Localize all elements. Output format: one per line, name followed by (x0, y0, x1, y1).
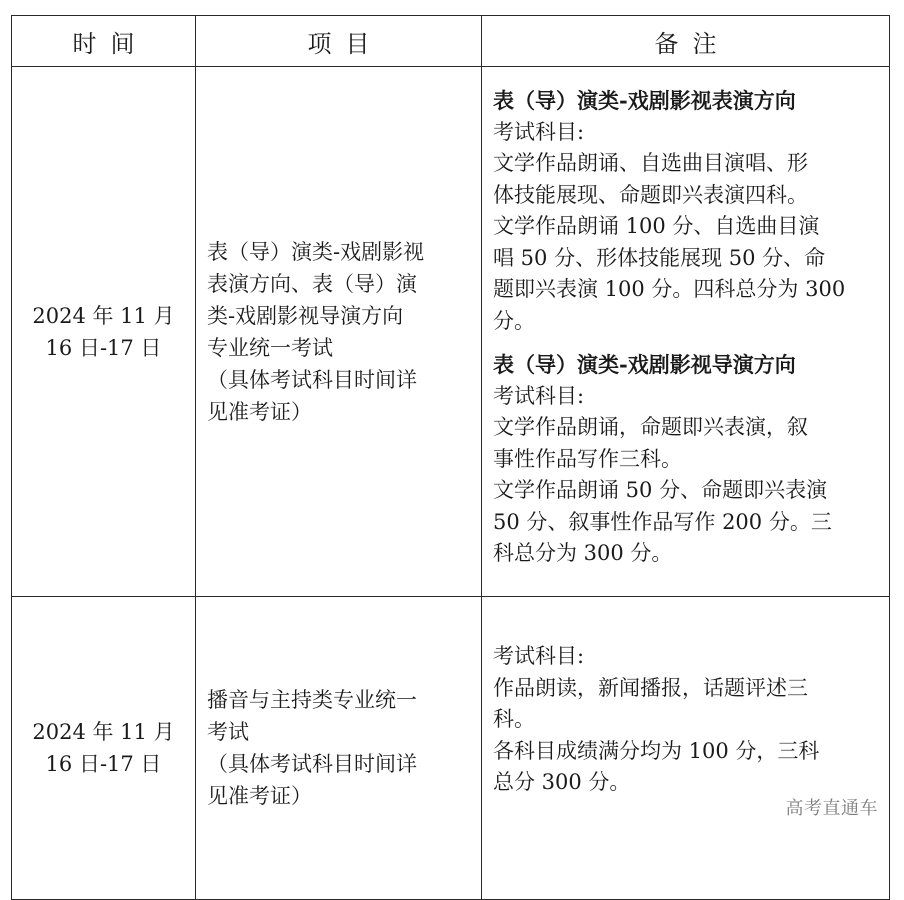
note-cell (482, 67, 890, 597)
exam-schedule-table (11, 15, 890, 900)
item-line: （具体考试科目时间详 (207, 367, 417, 392)
item-line: 表演方向、表（导）演 (207, 271, 417, 296)
note-line: 事性作品写作三科。 (493, 446, 682, 471)
time-line: 2024 年 11 月 (32, 720, 175, 744)
time-cell (12, 67, 196, 597)
note-cell (482, 597, 890, 900)
item-line: 播音与主持类专业统一 (207, 688, 417, 712)
header-time: 时间 (12, 16, 196, 67)
item-line: 类-戏剧影视导演方向 (207, 303, 404, 328)
table-row (12, 597, 890, 900)
note-line: 作品朗读，新闻播报，话题评述三 (493, 675, 808, 700)
note-line: 文学作品朗诵，命题即兴表演，叙 (493, 415, 808, 439)
item-line: 见准考证） (207, 399, 312, 424)
note-heading: 表（导）演类-戏剧影视导演方向 (493, 352, 796, 377)
exam-schedule-sheet (11, 15, 889, 839)
note-line: 考试科目: (493, 644, 585, 668)
note-line: 各科目成绩满分均为 100 分，三科 (493, 738, 820, 763)
item-line: （具体考试科目时间详 (207, 752, 417, 776)
time-line: 16 日-17 日 (45, 335, 162, 360)
note-line: 50 分、叙事性作品写作 200 分。三 (493, 509, 832, 534)
header-note: 备注 (482, 16, 890, 67)
note-line: 题即兴表演 100 分。四科总分为 300 (493, 277, 846, 301)
note-line: 总分 300 分。 (493, 770, 631, 794)
time-line: 2024 年 11 月 (32, 303, 175, 328)
item-line: 考试 (207, 720, 249, 744)
note-heading: 表（导）演类-戏剧影视表演方向 (493, 88, 796, 113)
table-header-row (12, 16, 890, 67)
note-block-acting (493, 85, 881, 337)
time-line: 16 日-17 日 (45, 752, 162, 776)
item-cell (196, 67, 482, 597)
note-line: 唱 50 分、形体技能展现 50 分、命 (493, 245, 826, 270)
note-line: 科。 (493, 707, 535, 731)
watermark: 高考直通车 (785, 798, 878, 819)
header-item: 项目 (196, 16, 482, 67)
note-line: 文学作品朗诵 100 分、自选曲目演 (493, 214, 820, 238)
note-line: 科总分为 300 分。 (493, 541, 673, 565)
item-line: 表（导）演类-戏剧影视 (207, 239, 425, 264)
item-line: 见准考证） (207, 784, 312, 808)
note-line: 文学作品朗诵、自选曲目演唱、形 (493, 151, 808, 175)
item-line: 专业统一考试 (207, 335, 333, 360)
note-line: 考试科目: (493, 119, 585, 144)
table-row (12, 67, 890, 597)
note-line: 分。 (493, 308, 535, 333)
note-line: 文学作品朗诵 50 分、命题即兴表演 (493, 478, 828, 502)
note-line: 体技能展现、命题即兴表演四科。 (493, 182, 808, 207)
item-cell (196, 597, 482, 900)
note-block-directing (493, 349, 881, 570)
note-line: 考试科目: (493, 383, 585, 408)
time-cell (12, 597, 196, 900)
